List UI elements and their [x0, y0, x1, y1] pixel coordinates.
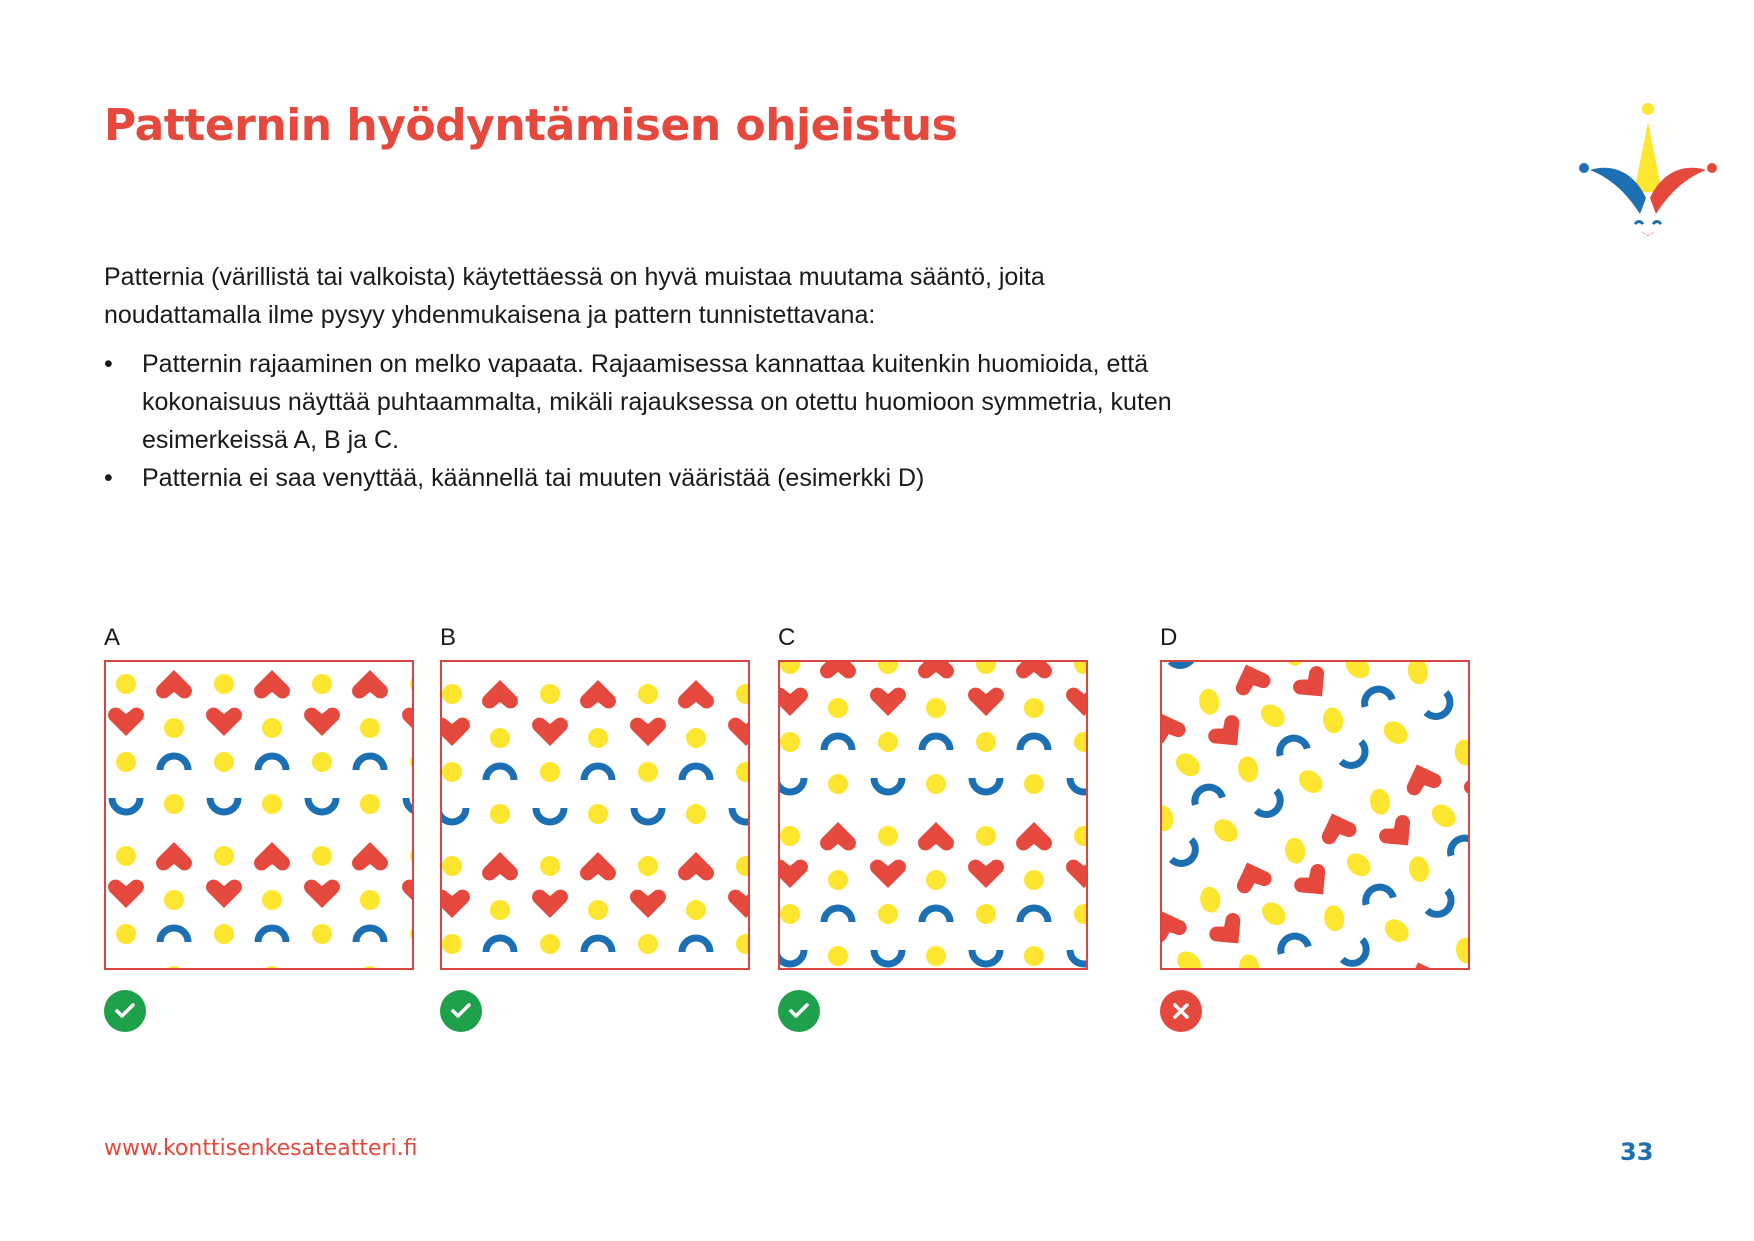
- yellow-dot: [780, 662, 800, 674]
- yellow-dot: [1197, 687, 1221, 716]
- yellow-dot: [878, 826, 898, 846]
- heart-down: [630, 890, 666, 918]
- arc-down: [442, 808, 466, 822]
- arc-up: [258, 756, 286, 770]
- arc-up: [486, 938, 514, 952]
- arc-down: [972, 950, 1000, 964]
- heart-down: [402, 880, 412, 908]
- heart-down: [1162, 761, 1166, 806]
- heart-down: [206, 708, 242, 736]
- arc-up: [1447, 835, 1468, 856]
- arc-down: [1341, 742, 1371, 772]
- heart-up: [820, 822, 856, 850]
- rule-item: [104, 345, 1184, 459]
- yellow-dot: [214, 846, 234, 866]
- yellow-dot: [1256, 700, 1289, 732]
- yellow-dot: [164, 794, 184, 814]
- arc-down: [780, 950, 804, 964]
- yellow-dot: [442, 934, 462, 954]
- yellow-dot: [976, 904, 996, 924]
- yellow-dot: [878, 904, 898, 924]
- yellow-dot: [976, 826, 996, 846]
- yellow-dot: [588, 804, 608, 824]
- yellow-dot: [1322, 904, 1346, 933]
- example-label: B: [440, 624, 457, 651]
- heart-up: [254, 670, 290, 698]
- yellow-dot: [442, 684, 462, 704]
- yellow-dot: [410, 752, 412, 772]
- pattern-swatch-a: [104, 660, 414, 970]
- heart-up: [1162, 905, 1189, 944]
- yellow-dot: [262, 890, 282, 910]
- yellow-dot: [736, 762, 748, 782]
- yellow-dot: [312, 752, 332, 772]
- yellow-dot: [878, 732, 898, 752]
- heart-down: [1291, 861, 1337, 906]
- arc-down: [1170, 662, 1200, 671]
- heart-up: [678, 680, 714, 708]
- arc-down: [536, 808, 564, 822]
- arc-up: [824, 908, 852, 922]
- heart-up: [1230, 856, 1273, 895]
- yellow-dot: [926, 870, 946, 890]
- yellow-dot: [828, 698, 848, 718]
- yellow-dot: [164, 890, 184, 910]
- yellow-dot: [1024, 774, 1044, 794]
- heart-down: [870, 688, 906, 716]
- intro-paragraph: Patternia (värillistä tai valkoista) käytettäessä on hyvä muistaa muutama sääntö, joita noudattamalla ilme pysyy yhdenmukaisena ja pattern tunnistettavana:: [104, 263, 1045, 329]
- yellow-dot: [490, 804, 510, 824]
- heart-up: [820, 662, 856, 678]
- yellow-dot: [540, 684, 560, 704]
- heart-down: [968, 688, 1004, 716]
- yellow-dot: [926, 774, 946, 794]
- yellow-dot: [780, 732, 800, 752]
- yellow-dot: [638, 856, 658, 876]
- yellow-dot: [1379, 717, 1412, 749]
- yellow-dot: [736, 934, 748, 954]
- arc-down: [1256, 791, 1286, 821]
- yellow-dot: [976, 732, 996, 752]
- yellow-dot: [116, 752, 136, 772]
- yellow-dot: [1454, 936, 1468, 965]
- pattern-swatch-b: [440, 660, 750, 970]
- arc-up: [1361, 686, 1392, 707]
- jester-hat-logo: [1568, 100, 1728, 250]
- heart-down: [630, 718, 666, 746]
- yellow-dot: [686, 804, 706, 824]
- yellow-dot: [1198, 885, 1222, 914]
- heart-down: [1066, 688, 1086, 716]
- yellow-dot: [1024, 946, 1044, 966]
- heart-up: [678, 852, 714, 880]
- yellow-dot: [638, 934, 658, 954]
- yellow-dot: [1296, 964, 1329, 968]
- heart-up: [1229, 662, 1272, 697]
- cross-icon: [1170, 1000, 1192, 1022]
- heart-down: [1290, 663, 1336, 708]
- yellow-dot: [116, 846, 136, 866]
- heart-up: [1162, 707, 1188, 746]
- yellow-dot: [442, 762, 462, 782]
- yellow-dot: [638, 684, 658, 704]
- arc-up: [1020, 736, 1048, 750]
- yellow-dot: [976, 662, 996, 674]
- heart-down: [1162, 959, 1167, 968]
- yellow-dot: [410, 924, 412, 944]
- yellow-dot: [312, 924, 332, 944]
- heart-down: [1206, 910, 1252, 955]
- yellow-dot: [736, 856, 748, 876]
- heart-down: [442, 718, 470, 746]
- arc-up: [160, 928, 188, 942]
- yellow-dot: [1294, 766, 1327, 798]
- arc-up: [160, 756, 188, 770]
- heart-down: [780, 688, 808, 716]
- arc-up: [486, 766, 514, 780]
- heart-up: [1400, 758, 1443, 797]
- yellow-dot: [262, 966, 282, 968]
- yellow-dot: [262, 718, 282, 738]
- example-label: A: [104, 624, 121, 651]
- heart-down: [442, 890, 470, 918]
- yellow-dot: [1162, 804, 1175, 833]
- heart-up: [1016, 822, 1052, 850]
- arc-down: [1426, 693, 1456, 723]
- rule-text: Patternin rajaaminen on melko vapaata. Rajaamisessa kannattaa kuitenkin huomioida, että kokonaisuus näyttää puhtaammalta, mikäli rajauksessa on otettu huomioon symmetria, kuten esimerkeissä A, B ja C.: [142, 350, 1172, 454]
- yellow-dot: [1173, 947, 1206, 968]
- yellow-dot: [926, 946, 946, 966]
- yellow-dot: [360, 794, 380, 814]
- arc-down: [874, 950, 902, 964]
- arc-down: [210, 798, 238, 812]
- heart-down: [304, 708, 340, 736]
- yellow-dot: [214, 752, 234, 772]
- yellow-dot: [878, 662, 898, 674]
- yellow-dot: [1427, 800, 1460, 832]
- yellow-dot: [588, 900, 608, 920]
- arc-down: [634, 808, 662, 822]
- yellow-dot: [1074, 826, 1086, 846]
- yellow-dot: [312, 846, 332, 866]
- yellow-dot: [262, 794, 282, 814]
- heart-down: [304, 880, 340, 908]
- heart-down: [1205, 712, 1251, 757]
- heart-down: [728, 718, 748, 746]
- arc-down: [1070, 950, 1086, 964]
- heart-up: [1315, 807, 1358, 846]
- arc-down: [308, 798, 336, 812]
- heart-up: [352, 670, 388, 698]
- yellow-dot: [1074, 662, 1086, 674]
- yellow-dot: [828, 946, 848, 966]
- yellow-dot: [1380, 915, 1413, 947]
- check-icon: [113, 999, 137, 1023]
- heart-down: [1376, 812, 1422, 857]
- arc-up: [1192, 784, 1223, 805]
- heart-up: [918, 662, 954, 678]
- yellow-dot: [164, 966, 184, 968]
- arc-up: [1277, 735, 1308, 756]
- yellow-dot: [1237, 953, 1261, 968]
- example-b: [440, 620, 754, 1032]
- yellow-dot: [1282, 662, 1306, 667]
- yellow-dot: [780, 904, 800, 924]
- arc-up: [258, 928, 286, 942]
- heart-down: [870, 860, 906, 888]
- yellow-dot: [490, 900, 510, 920]
- rules-list: [104, 345, 1184, 497]
- yellow-dot: [1172, 749, 1205, 781]
- arc-down: [112, 798, 140, 812]
- bullet: •: [104, 350, 113, 378]
- arc-down: [732, 808, 748, 822]
- rule-item: [104, 459, 1184, 497]
- heart-down: [206, 880, 242, 908]
- arc-up: [922, 908, 950, 922]
- arc-up: [682, 938, 710, 952]
- yellow-dot: [1283, 836, 1307, 865]
- arc-up: [356, 928, 384, 942]
- arc-up: [824, 736, 852, 750]
- yellow-dot: [1024, 870, 1044, 890]
- heart-down: [532, 890, 568, 918]
- heart-down: [968, 860, 1004, 888]
- yellow-dot: [442, 856, 462, 876]
- yellow-dot: [1024, 698, 1044, 718]
- yellow-dot: [828, 870, 848, 890]
- approved-status: [778, 990, 820, 1032]
- rule-text: Patternia ei saa venyttää, käännellä tai muuten vääristää (esimerkki D): [142, 464, 925, 492]
- yellow-dot: [1341, 662, 1374, 683]
- yellow-dot: [540, 762, 560, 782]
- bullet: •: [104, 464, 113, 492]
- heart-up: [156, 842, 192, 870]
- yellow-dot: [1453, 738, 1468, 767]
- approved-status: [104, 990, 146, 1032]
- heart-up: [352, 842, 388, 870]
- heart-up: [918, 822, 954, 850]
- heart-up: [580, 680, 616, 708]
- arc-up: [682, 766, 710, 780]
- yellow-dot: [312, 674, 332, 694]
- heart-down: [108, 708, 144, 736]
- heart-down: [1066, 860, 1086, 888]
- heart-up: [580, 852, 616, 880]
- yellow-dot: [540, 934, 560, 954]
- heart-down: [402, 708, 412, 736]
- page-title: Patternin hyödyntämisen ohjeistus: [104, 100, 958, 151]
- heart-up: [482, 852, 518, 880]
- arc-down: [406, 798, 412, 812]
- yellow-dot: [410, 846, 412, 866]
- yellow-dot: [164, 718, 184, 738]
- arc-down: [874, 778, 902, 792]
- example-label: C: [778, 624, 796, 651]
- heart-up: [156, 670, 192, 698]
- arc-down: [1427, 891, 1457, 921]
- yellow-dot: [214, 924, 234, 944]
- yellow-dot: [638, 762, 658, 782]
- arc-up: [584, 938, 612, 952]
- heart-down: [728, 890, 748, 918]
- yellow-dot: [926, 698, 946, 718]
- arc-down: [780, 778, 804, 792]
- rejected-status: [1160, 990, 1202, 1032]
- heart-up: [1016, 662, 1052, 678]
- yellow-dot: [736, 684, 748, 704]
- arc-up: [356, 756, 384, 770]
- yellow-dot: [1342, 849, 1375, 881]
- example-c: [778, 620, 1092, 1032]
- check-icon: [449, 999, 473, 1023]
- yellow-dot: [1321, 706, 1345, 735]
- pattern-swatch-c: [778, 660, 1088, 970]
- yellow-dot: [780, 826, 800, 846]
- arc-up: [922, 736, 950, 750]
- yellow-dot: [1465, 866, 1468, 898]
- yellow-dot: [1258, 898, 1291, 930]
- yellow-dot: [1074, 732, 1086, 752]
- pattern-swatch-d: [1160, 660, 1470, 970]
- yellow-dot: [360, 966, 380, 968]
- page-number: 33: [1620, 1138, 1654, 1166]
- heart-down: [108, 880, 144, 908]
- yellow-dot: [1464, 668, 1468, 700]
- arc-up: [1363, 884, 1394, 905]
- yellow-dot: [360, 890, 380, 910]
- arc-up: [584, 766, 612, 780]
- example-a: [104, 620, 418, 1032]
- yellow-dot: [360, 718, 380, 738]
- footer-url[interactable]: www.konttisenkesateatteri.fi: [104, 1136, 418, 1161]
- yellow-dot: [1074, 904, 1086, 924]
- heart-up: [1401, 956, 1444, 968]
- arc-down: [1171, 840, 1201, 870]
- arc-down: [1070, 778, 1086, 792]
- example-label: D: [1160, 624, 1178, 651]
- arc-up: [1020, 908, 1048, 922]
- arc-up: [1278, 933, 1309, 954]
- yellow-dot: [686, 728, 706, 748]
- yellow-dot: [1407, 855, 1431, 884]
- approved-status: [440, 990, 482, 1032]
- yellow-dot: [410, 674, 412, 694]
- yellow-dot: [686, 900, 706, 920]
- heart-down: [1461, 763, 1468, 808]
- arc-down: [972, 778, 1000, 792]
- yellow-dot: [540, 856, 560, 876]
- example-d: [1160, 620, 1474, 1032]
- yellow-dot: [1236, 755, 1260, 784]
- yellow-dot: [116, 674, 136, 694]
- yellow-dot: [1368, 787, 1392, 816]
- yellow-dot: [116, 924, 136, 944]
- distorted-pattern: [1162, 662, 1468, 968]
- yellow-dot: [1406, 662, 1430, 686]
- yellow-dot: [1210, 815, 1243, 847]
- heart-down: [532, 718, 568, 746]
- yellow-dot: [214, 674, 234, 694]
- yellow-dot: [828, 774, 848, 794]
- heart-up: [254, 842, 290, 870]
- jester-hat-logo-icon: [1568, 100, 1728, 250]
- heart-down: [780, 860, 808, 888]
- heart-up: [482, 680, 518, 708]
- arc-down: [1342, 940, 1372, 968]
- yellow-dot: [588, 728, 608, 748]
- yellow-dot: [490, 728, 510, 748]
- check-icon: [787, 999, 811, 1023]
